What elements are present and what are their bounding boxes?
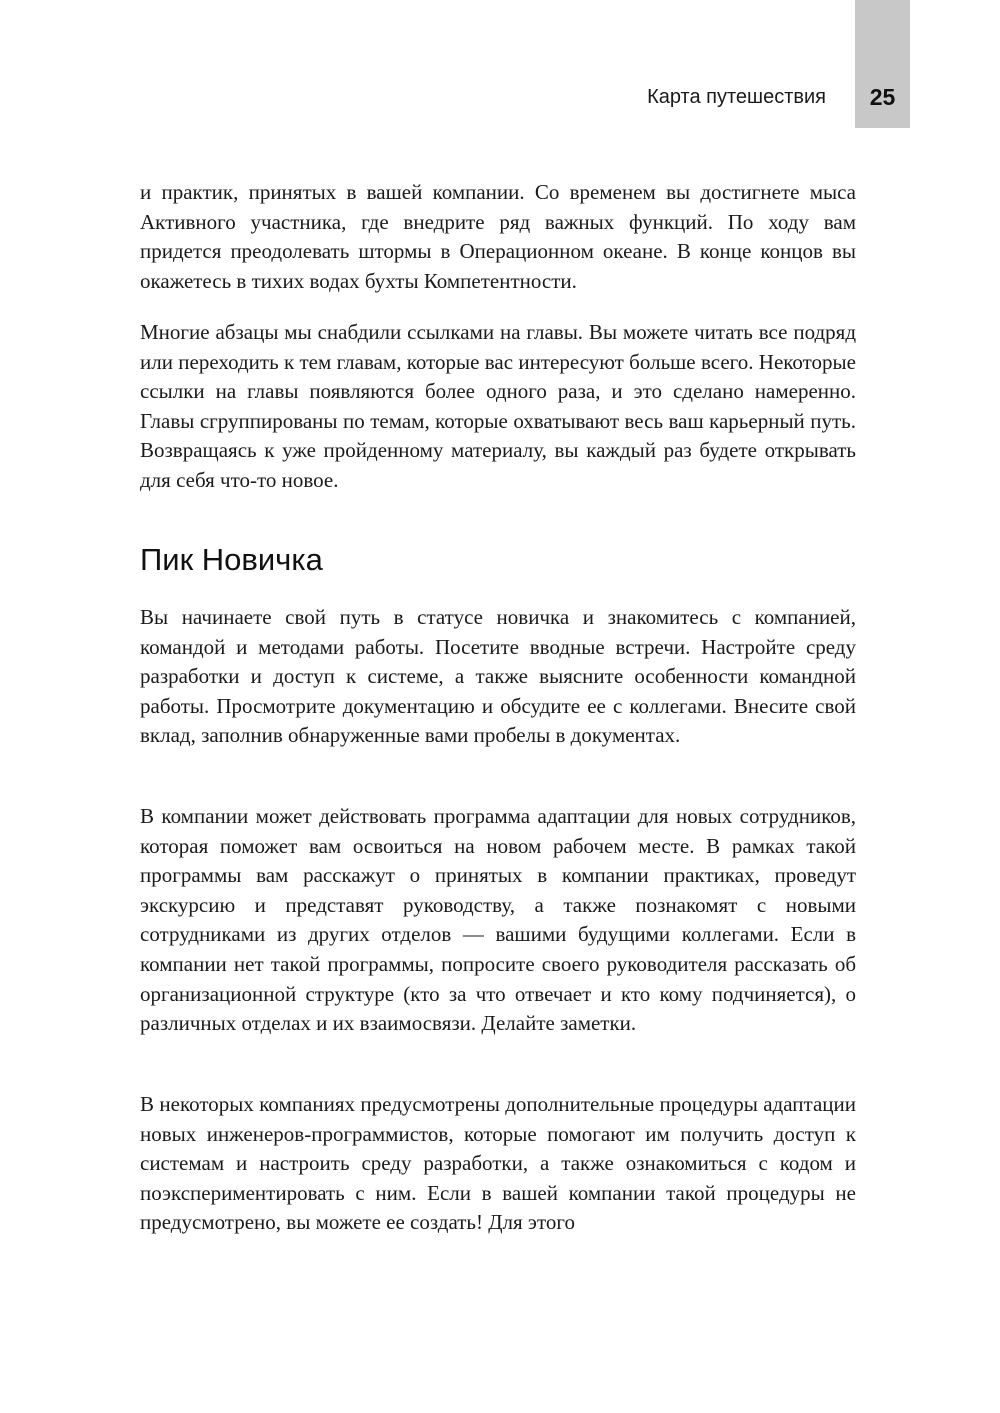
text-block [140,178,856,296]
paragraph-newbie-start: Вы начинаете свой путь в статусе новичка и знакомитесь с компанией, командой и методами работы. Посетите вводные встречи. Настройте среду разработки и доступ к системе, а также выясните особенности командной работы. Просмотрите документацию и обсудите ее с коллегами. Внесите свой вклад, заполнив обнаруженные вами пробелы в документах. [140,605,856,748]
paragraph-onboarding-program: В компании может действовать программа адаптации для новых сотрудников, которая поможет вам освоиться на новом рабочем месте. В рамках такой программы вам расскажут о принятых в компании практиках, проведут экскурсию и представят руководству, а также познакомят с новыми сотрудниками из других отделов — вашими будущими коллегами. Если в компании нет такой программы, попросите своего руководителя рассказать об организационной структуре (кто за что отвечает и кто кому подчиняется), о различных отделах и их взаимосвязи. Делайте заметки. [140,804,856,1036]
text-block [140,603,856,751]
running-header-title: Карта путешествия [647,86,826,108]
page-number: 25 [869,84,896,110]
text-block [140,1090,856,1238]
paragraph-chapter-links: Многие абзацы мы снабдили ссылками на главы. Вы можете читать все подряд или переходить к тем главам, которые вас интересуют больше всего. Некоторые ссылки на главы появляются более одного раза, и это сделано намеренно. Главы сгруппированы по темам, которые охватывают весь ваш карьерный путь. Возвращаясь к уже пройденному материалу, вы каждый раз будете открывать для себя что-то новое. [140,320,856,492]
page-number-tab [855,0,910,128]
text-block [140,802,856,1039]
section-heading: Пик Новичка [140,542,323,577]
paragraph-continued-intro: и практик, принятых в вашей компании. Со временем вы достигнете мыса Активного участника, где внедрите ряд важных функций. По ходу вам придется преодолевать штормы в Операционном океане. В конце концов вы окажетесь в тихих водах бухты Компетентности. [140,180,856,293]
paragraph-engineer-onboarding: В некоторых компаниях предусмотрены дополнительные процедуры адаптации новых инженеров-программистов, которые помогают им получить доступ к системам и настроить среду разработки, а также ознакомиться с кодом и поэкспериментировать с ним. Если в вашей компании такой процедуры не предусмотрено, вы можете ее создать! Для этого [140,1092,856,1235]
text-block [140,318,856,496]
